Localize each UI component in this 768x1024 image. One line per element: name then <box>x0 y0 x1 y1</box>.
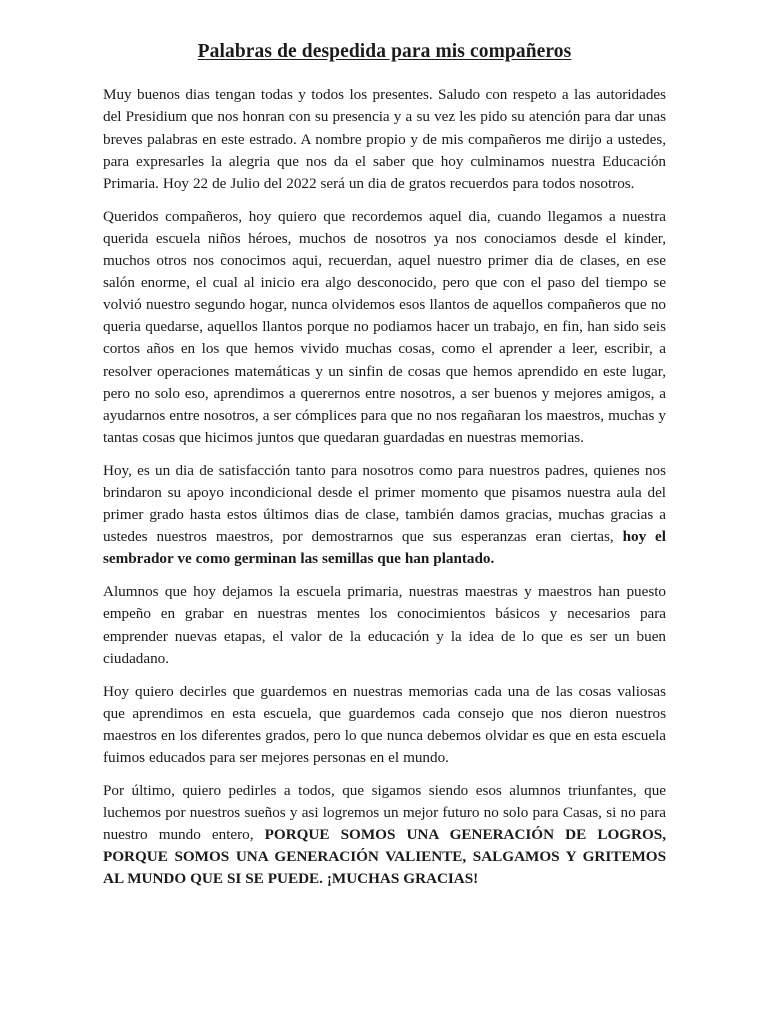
document-body <box>103 40 666 891</box>
paragraph-6-bold-closing: PORQUE SOMOS UNA GENERACIÓN DE LOGROS, PORQUE SOMOS UNA GENERACIÓN VALIENTE, SALGAMOS Y GRITEMOS AL MUNDO QUE SI SE PUEDE. ¡MUCHAS GRACIAS! <box>103 826 666 888</box>
paragraph-1 <box>103 84 666 194</box>
paragraph-5-text: Hoy quiero decirles que guardemos en nuestras memorias cada una de las cosas valiosas que aprendimos en esta escuela, que guardemos cada consejo que nos dieron nuestros maestros en los diferentes grados, pero lo que nunca debemos olvidar es que en esta escuela fuimos educados para ser mejores personas en el mundo. <box>103 682 666 766</box>
paragraph-3-text-lead: Hoy, es un dia de satisfacción tanto para nosotros como para nuestros padres, quienes nos brindaron su apoyo incondicional desde el primer momento que pisamos nuestra aula del primer grado hasta estos últimos dias de clase, también damos gracias, muchas gracias a ustedes nuestros maestros, por demostrarnos que sus esperanzas eran ciertas, <box>103 461 666 546</box>
paragraph-5 <box>103 681 666 769</box>
page-title-text: Palabras de despedida para mis compañeros <box>197 41 572 62</box>
paragraph-6-text-lead: Por último, quiero pedirles a todos, que sigamos siendo esos alumnos triunfantes, que luchemos por nuestros sueños y asi logremos un mejor futuro no solo para Casas, si no para nuestro mundo entero, <box>103 782 666 844</box>
paragraph-1-text: Muy buenos dias tengan todas y todos los presentes. Saludo con respeto a las autoridades del Presidium que nos honran con su presencia y a su vez les pido su atención para dar unas breves palabras en este estrado. A nombre propio y de mis compañeros me dirijo a ustedes, para expresarles la alegria que nos da el saber que hoy culminamos nuestra Educación Primaria. Hoy 22 de Julio del 2022 será un dia de gratos recuerdos para todos nosotros. <box>103 86 666 192</box>
page-title <box>103 40 666 64</box>
paragraph-2-text: Queridos compañeros, hoy quiero que recordemos aquel dia, cuando llegamos a nuestra querida escuela niños héroes, muchos de nosotros ya nos conociamos desde el kinder, muchos otros nos conocimos aqui, recuerdan, aquel nuestro primer dia de clases, en ese salón enorme, el cual al inicio era algo desconocido, pero que con el paso del tiempo se volvió nuestro segundo hogar, nunca olvidemos esos llantos de aquellos compañeros que no queria quedarse, aquellos llantos porque no podiamos hacer un trabajo, en fin, han sido seis cortos años en los que hemos vivido muchas cosas, como el aprender a leer, escribir, a resolver operaciones matemáticas y un sinfin de cosas que hemos aprendido en este lugar, pero no solo eso, aprendimos a querernos entre nosotros, a ser buenos y mejores amigos, a ayudarnos entre nosotros, a ser cómplices para que no nos regañaran los maestros, muchas y tantas cosas que hicimos juntos que quedaran guardadas en nuestras memorias. <box>103 207 666 446</box>
paragraph-3-bold-emphasis: hoy el sembrador ve como germinan las semillas que han plantado. <box>103 528 666 568</box>
paragraph-2 <box>103 206 666 449</box>
paragraph-6 <box>103 780 666 890</box>
paragraph-4-text: Alumnos que hoy dejamos la escuela primaria, nuestras maestras y maestros han puesto empeño en grabar en nuestras mentes los conocimientos básicos y necesarios para emprender nuevas etapas, el valor de la educación y la idea de lo que es ser un buen ciudadano. <box>103 583 666 667</box>
paragraph-4 <box>103 581 666 669</box>
paragraph-3 <box>103 460 666 570</box>
